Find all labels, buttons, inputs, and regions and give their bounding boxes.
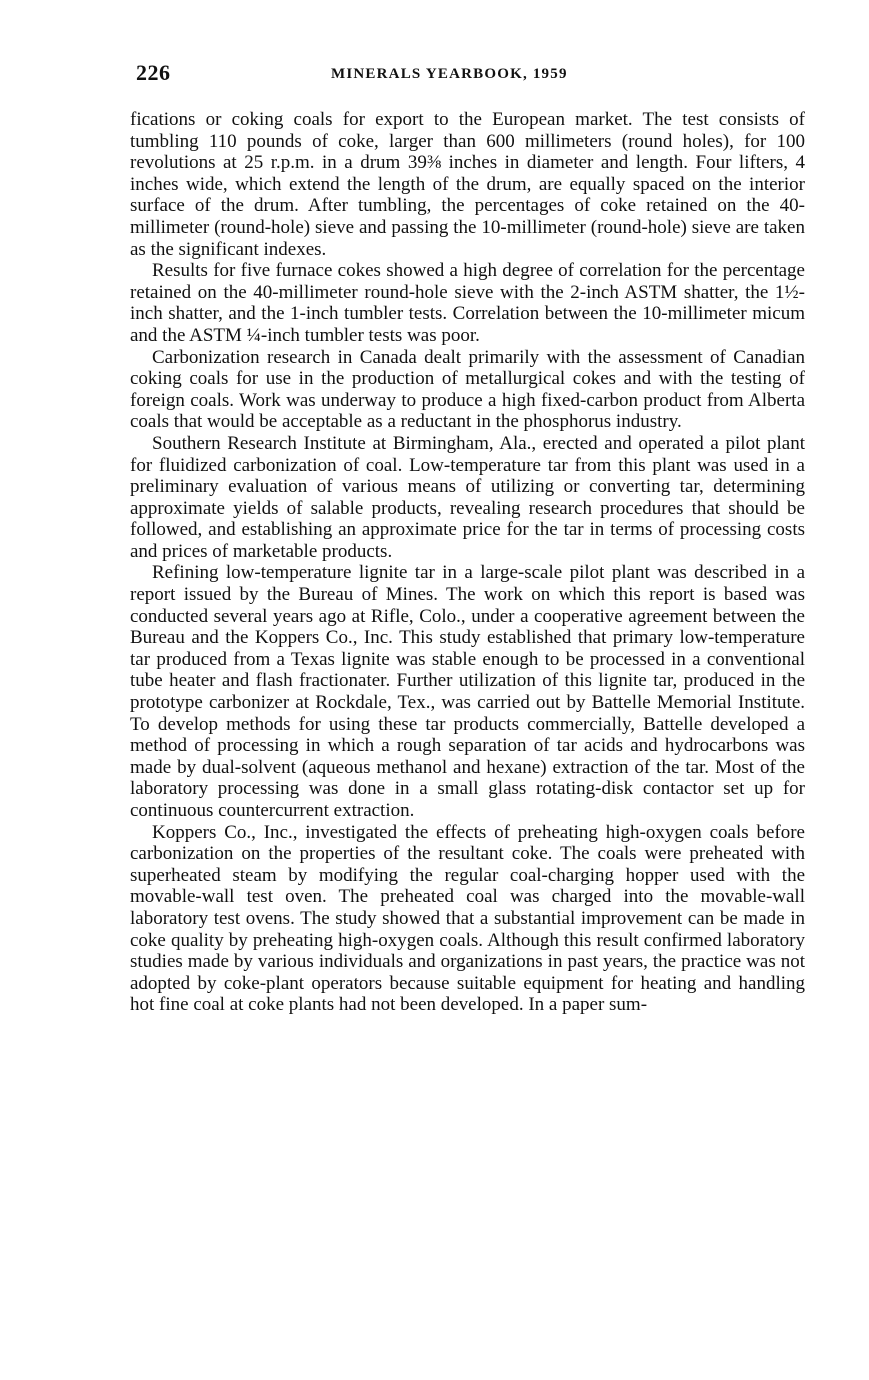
paragraph-koppers-preheating: Koppers Co., Inc., investigated the effects of preheating high-oxygen coals before carbonization on the properties of the resultant coke. The coals were preheated with superheated steam by modifying the regular coal-charging hopper used with the movable-wall test oven. The preheated coal was charged into the movable-wall laboratory test ovens. The study showed that a substantial improvement can be made in coke quality by preheating high-oxygen coals. Although this result confirmed laboratory studies made by various individuals and organizations in past years, the practice was not adopted by coke-plant operators because suitable equipment for heating and handling hot fine coal at coke plants had not been developed. In a paper sum- xyxy=(130,821,805,1016)
paragraph-canada-research: Carbonization research in Canada dealt primarily with the assessment of Canadian coking coals for use in the production of metallurgical cokes and with the testing of foreign coals. Work was underway to produce a high fixed-carbon product from Alberta coals that would be acceptable as a reductant in the phosphorus industry. xyxy=(130,346,805,433)
paragraph-southern-research: Southern Research Institute at Birmingham, Ala., erected and operated a pilot plant for fluidized carbonization of coal. Low-temperature tar from this plant was used in a preliminary evaluation of various means of utilizing or converting tar, determining approximate yields of salable products, revealing research procedures that should be followed, and establishing an approximate price for the tar in terms of processing costs and prices of marketable products. xyxy=(130,432,805,562)
paragraph-furnace-coke-results: Results for five furnace cokes showed a high degree of correlation for the percentage retained on the 40-millimeter round-hole sieve with the 2-inch ASTM shatter, the 1½-inch shatter, and the 1-inch tumbler tests. Correlation between the 10-millimeter micum and the ASTM ¼-inch tumbler tests was poor. xyxy=(130,260,805,346)
body-text xyxy=(130,109,805,1016)
page-number: 226 xyxy=(136,60,171,85)
paragraph-continuation: fications or coking coals for export to the European market. The test consists of tumbling 110 pounds of coke, larger than 600 millimeters (round holes), for 100 revolutions at 25 r.p.m. in a drum 39⅜ inches in diameter and length. Four lifters, 4 inches wide, which extend the length of the drum, are equally spaced on the interior surface of the drum. After tumbling, the percentages of coke retained on the 40-millimeter (round-hole) sieve and passing the 10-millimeter (round-hole) sieve are taken as the significant indexes. xyxy=(130,109,805,260)
running-title: MINERALS YEARBOOK, 1959 xyxy=(331,66,568,82)
page-header xyxy=(136,60,806,90)
paragraph-lignite-tar: Refining low-temperature lignite tar in a large-scale pilot plant was described in a report issued by the Bureau of Mines. The work on which this report is based was conducted several years ago at Rifle, Colo., under a cooperative agreement between the Bureau and the Koppers Co., Inc. This study established that primary low-temperature tar produced from a Texas lignite was stable enough to be processed in a conventional tube heater and flash fractionater. Further utilization of this lignite tar, produced in the prototype carbonizer at Rockdale, Tex., was carried out by Battelle Memorial Institute. To develop methods for using these tar products commercially, Battelle developed a method of processing in which a rough separation of tar acids and hydrocarbons was made by dual-solvent (aqueous methanol and hexane) extraction of the tar. Most of the laboratory processing was done in a small glass rotating-disk contactor set up for continuous countercurrent extraction. xyxy=(130,562,805,821)
